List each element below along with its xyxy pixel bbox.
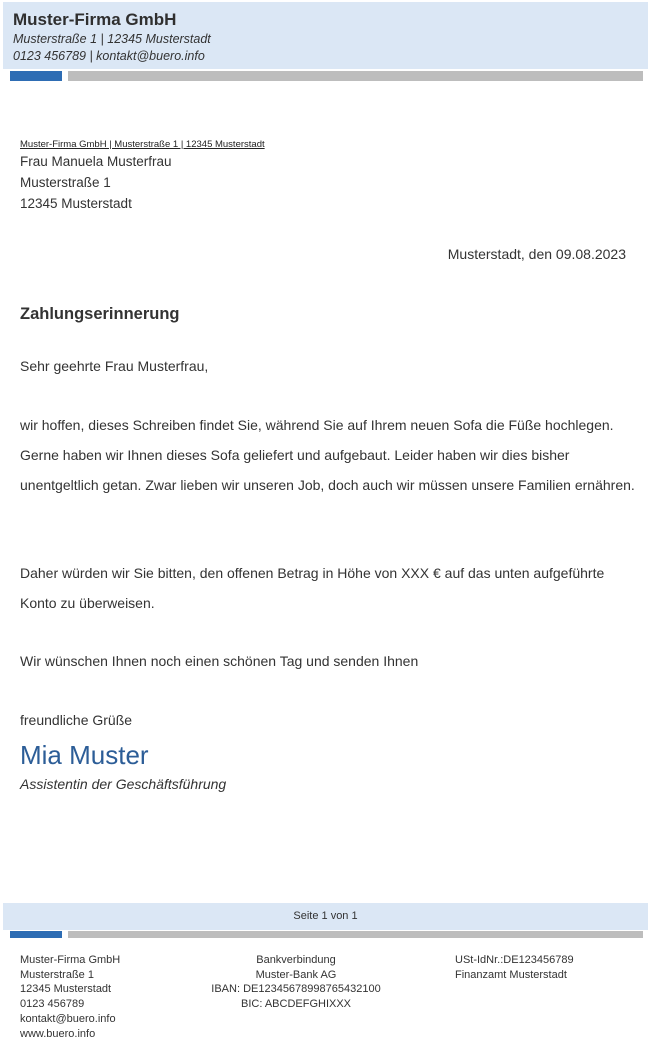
company-contact: 0123 456789 | kontakt@buero.info <box>13 49 205 63</box>
footer-divider-bar <box>68 931 643 938</box>
recipient-street: Musterstraße 1 <box>20 175 111 190</box>
closing: freundliche Grüße <box>20 712 133 728</box>
letter-subject: Zahlungserinnerung <box>20 305 180 323</box>
page-number: Seite 1 von 1 <box>293 910 358 922</box>
footer-company-web: www.buero.info <box>20 1027 96 1040</box>
header-divider-bar <box>68 71 643 81</box>
footer-bank-bic: BIC: ABCDEFGHIXXX <box>240 998 352 1011</box>
sender-return-line: Muster-Firma GmbH | Musterstraße 1 | 12345 Musterstadt <box>20 139 265 150</box>
company-name: Muster-Firma GmbH <box>13 10 177 29</box>
recipient-name: Frau Manuela Musterfrau <box>20 154 172 169</box>
company-address: Musterstraße 1 | 12345 Musterstadt <box>13 32 211 46</box>
footer-band <box>3 903 648 930</box>
salutation: Sehr geehrte Frau Musterfrau, <box>20 358 209 374</box>
footer-tax-office: Finanzamt Musterstadt <box>455 968 567 981</box>
footer-bank-column <box>196 953 396 1012</box>
signature-role: Assistentin der Geschäftsführung <box>20 776 227 792</box>
footer-company-name: Muster-Firma GmbH <box>20 954 121 966</box>
footer-accent-bar <box>10 931 62 938</box>
body-paragraph-1: wir hoffen, dieses Schreiben findet Sie, während Sie auf Ihrem neuen Sofa die Füße hochlegen. Gerne haben wir Ihnen dieses Sofa geliefert und aufgebaut. Leider haben wir dies bisher unentgeltlich getan. Zwar lieben wir unseren Job, doch auch wir müssen unsere Familien ernähren. <box>20 417 635 493</box>
footer-vat-id: USt-IdNr.:DE123456789 <box>455 954 574 966</box>
footer-company-city: 12345 Musterstadt <box>20 983 112 996</box>
footer-tax-column <box>455 953 574 982</box>
recipient-city: 12345 Musterstadt <box>20 196 132 211</box>
letter-date: Musterstadt, den 09.08.2023 <box>447 246 626 262</box>
footer-bank-title: Bankverbindung <box>256 954 336 966</box>
body-paragraph-2: Daher würden wir Sie bitten, den offenen Betrag in Höhe von XXX € auf das unten aufgeführte Konto zu überweisen. <box>20 565 605 611</box>
footer-company-email: kontakt@buero.info <box>20 1012 116 1025</box>
footer-company-phone: 0123 456789 <box>20 998 85 1011</box>
signature: Mia Muster <box>20 740 149 770</box>
footer-bank-iban: IBAN: DE12345678998765432100 <box>211 983 381 996</box>
footer-bank-name: Muster-Bank AG <box>255 968 337 981</box>
header-accent-bar <box>10 71 62 81</box>
footer-company-street: Musterstraße 1 <box>20 968 94 981</box>
footer-company-column <box>20 953 120 1041</box>
body-paragraph-3: Wir wünschen Ihnen noch einen schönen Tag und senden Ihnen <box>20 653 419 669</box>
